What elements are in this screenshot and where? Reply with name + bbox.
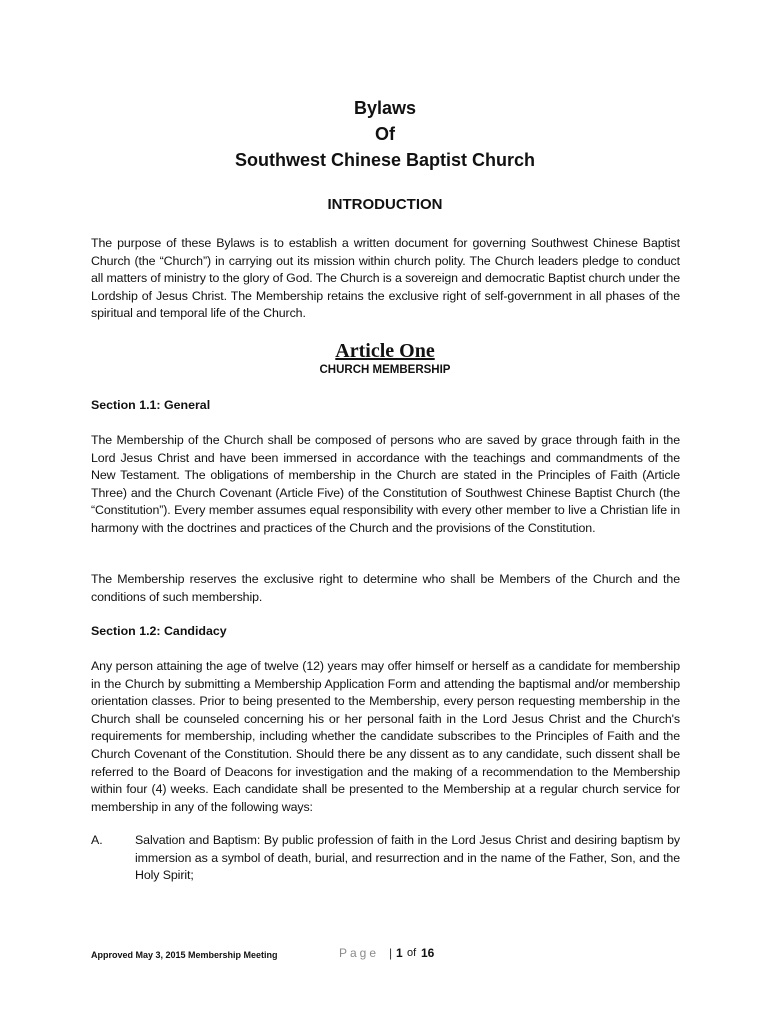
footer-total-pages: 16 bbox=[421, 946, 435, 960]
footer-separator: | bbox=[389, 946, 393, 960]
section-1-2-heading: Section 1.2: Candidacy bbox=[91, 624, 227, 638]
article-subtitle: CHURCH MEMBERSHIP bbox=[319, 364, 451, 376]
page-footer bbox=[91, 946, 691, 966]
introduction-heading: INTRODUCTION bbox=[327, 196, 443, 213]
document-title bbox=[0, 95, 770, 173]
section-1-1-paragraph-1: The Membership of the Church shall be composed of persons who are saved by grace through faith in the Lord Jesus Christ and have been immersed in accordance with the teachings and commandments of the New Testament. The obligations of membership in the Church are stated in the Principles of Faith (Article Three) and the Church Covenant (Article Five) of the Constitution of Southwest Chinese Baptist Church (the “Constitution”). Every member assumes equal responsibility with every other member to live a Christian life in harmony with the doctrines and practices of the Church and the provisions of the Constitution. bbox=[91, 433, 680, 535]
section-1-1-paragraph-2: The Membership reserves the exclusive right to determine who shall be Members of the Church and the conditions of such membership. bbox=[91, 572, 680, 604]
footer-approved-text: Approved May 3, 2015 Membership Meeting bbox=[91, 950, 278, 960]
section-1-1-heading: Section 1.1: General bbox=[91, 398, 211, 412]
list-item-letter: A. bbox=[91, 833, 103, 847]
title-line-2: Of bbox=[375, 124, 395, 144]
footer-page-number: 1 bbox=[396, 946, 403, 960]
footer-of-word: of bbox=[407, 947, 417, 959]
title-line-3: Southwest Chinese Baptist Church bbox=[234, 150, 536, 170]
footer-page-label: Page bbox=[339, 946, 380, 960]
article-title: Article One bbox=[335, 340, 435, 362]
introduction-paragraph: The purpose of these Bylaws is to establish a written document for governing Southwest Chinese Baptist Church (the “Church”) in carrying out its mission within church polity. The Church leaders pledge to conduct all matters of ministry to the glory of God. The Church is a sovereign and democratic Baptist church under the Lordship of Jesus Christ. The Membership retains the exclusive right of self-government in all phases of the spiritual and temporal life of the Church. bbox=[91, 236, 680, 321]
section-1-2-paragraph: Any person attaining the age of twelve (12) years may offer himself or herself as a candidate for membership in the Church by submitting a Membership Application Form and attending the baptismal and/or membership orientation classes. Prior to being presented to the Membership, every person requesting membership in the Church shall be counseled concerning his or her personal faith in the Lord Jesus Christ and the Church's requirements for membership, including whether the candidate subscribes to the Principles of Faith and the Church Covenant of the Constitution. Should there be any dissent as to any candidate, such dissent shall be referred to the Board of Deacons for investigation and the making of a recommendation to the Membership within four (4) weeks. Each candidate shall be presented to the Membership at a regular church service for membership in any of the following ways: bbox=[91, 659, 680, 814]
list-item-text: Salvation and Baptism: By public profession of faith in the Lord Jesus Christ and desiring baptism by immersion as a symbol of death, burial, and resurrection and in the name of the Father, Son, and the Holy Spirit; bbox=[135, 833, 680, 883]
title-line-1: Bylaws bbox=[353, 98, 417, 118]
